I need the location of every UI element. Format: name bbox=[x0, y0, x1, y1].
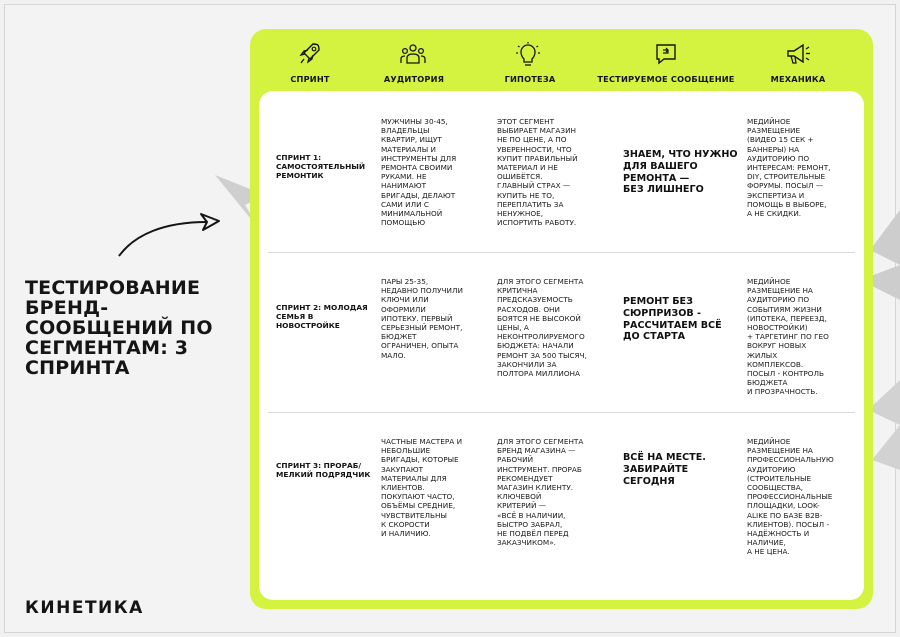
sprint-1-audience: МУЖЧИНЫ 30-45, ВЛАДЕЛЬЦЫ КВАРТИР, ИЩУТ МАТЕРИАЛЫ И ИНСТРУМЕНТЫ ДЛЯ РЕМОНТА СВОИМИ РУКАМИ. НЕ НАНИМАЮТ БРИГАДЫ, ДЕЛАЮТ САМИ ИЛИ С МИНИМАЛЬНОЙ ПОМОЩЬЮ bbox=[381, 117, 457, 228]
row-divider bbox=[268, 412, 855, 413]
brand-logo: КИНЕТИКА bbox=[25, 598, 144, 618]
sprint-1-label: СПРИНТ 1: САМОСТОЯТЕЛЬНЫЙ РЕМОНТИК bbox=[276, 153, 366, 180]
header-hypothesis: ГИПОТЕЗА bbox=[504, 74, 556, 84]
sprint-3-label: СПРИНТ 3: ПРОРАБ/ МЕЛКИЙ ПОДРЯДЧИК bbox=[276, 461, 371, 479]
sprint-2-hypothesis: ДЛЯ ЭТОГО СЕГМЕНТА КРИТИЧНА ПРЕДСКАЗУЕМОСТЬ РАСХОДОВ. ОНИ БОЯТСЯ НЕ ВЫСОКОЙ ЦЕНЫ, А НЕКОНТРОЛИРУЕМОГО БЮДЖЕТА: НАЧАЛИ РЕМОНТ ЗА 500 ТЫСЯЧ, ЗАКОНЧИЛИ ЗА ПОЛТОРА МИЛЛИОНА bbox=[497, 277, 587, 379]
chat-bubble-icon bbox=[654, 42, 678, 66]
people-icon bbox=[400, 42, 426, 66]
header-message: ТЕСТИРУЕМОЕ СООБЩЕНИЕ bbox=[597, 74, 735, 84]
arrow-icon bbox=[115, 208, 225, 260]
sprint-2-message: РЕМОНТ БЕЗ СЮРПРИЗОВ - РАССЧИТАЕМ ВСЁ ДО СТАРТА bbox=[623, 296, 722, 343]
sprint-2-mechanics: МЕДИЙНОЕ РАЗМЕЩЕНИЕ НА АУДИТОРИЮ ПО СОБЫТИЯМ ЖИЗНИ (ИПОТЕКА, ПЕРЕЕЗД, НОВОСТРОЙКИ) + ТАРГЕТИНГ ПО ГЕО ВОКРУГ НОВЫХ ЖИЛЫХ КОМПЛЕКСОВ. ПОСЫЛ - КОНТРОЛЬ БЮДЖЕТА И ПРОЗРАЧНОСТЬ. bbox=[747, 277, 829, 397]
header-mechanics: МЕХАНИКА bbox=[770, 74, 826, 84]
sprint-3-hypothesis: ДЛЯ ЭТОГО СЕГМЕНТА БРЕНД МАГАЗИНА — РАБОЧИЙ ИНСТРУМЕНТ. ПРОРАБ РЕКОМЕНДУЕТ МАГАЗИН КЛИЕНТУ. КЛЮЧЕВОЙ КРИТЕРИЙ — «ВСЁ В НАЛИЧИИ, БЫСТРО ЗАБРАЛ, НЕ ПОДВЁЛ ПЕРЕД ЗАКАЗЧИКОМ». bbox=[497, 437, 584, 548]
sprint-2-audience: ПАРЫ 25-35, НЕДАВНО ПОЛУЧИЛИ КЛЮЧИ ИЛИ ОФОРМИЛИ ИПОТЕКУ. ПЕРВЫЙ СЕРЬЕЗНЫЙ РЕМОНТ, БЮДЖЕТ ОГРАНИЧЕН, ОПЫТА МАЛО. bbox=[381, 277, 463, 360]
megaphone-icon bbox=[785, 42, 811, 66]
rocket-icon bbox=[299, 42, 321, 66]
page-title: ТЕСТИРОВАНИЕ БРЕНД-СООБЩЕНИЙ ПО СЕГМЕНТАМ: 3 СПРИНТА bbox=[25, 277, 213, 379]
row-divider bbox=[268, 252, 855, 253]
sprint-1-hypothesis: ЭТОТ СЕГМЕНТ ВЫБИРАЕТ МАГАЗИН НЕ ПО ЦЕНЕ, А ПО УВЕРЕННОСТИ, ЧТО КУПИТ ПРАВИЛЬНЫЙ МАТЕРИАЛ И НЕ ОШИБЁТСЯ. ГЛАВНЫЙ СТРАХ — КУПИТЬ НЕ ТО, ПЕРЕПЛАТИТЬ ЗА НЕНУЖНОЕ, ИСПОРТИТЬ РАБОТУ. bbox=[497, 117, 578, 228]
sprint-2-label: СПРИНТ 2: МОЛОДАЯ СЕМЬЯ В НОВОСТРОЙКЕ bbox=[276, 303, 368, 330]
lightbulb-icon bbox=[516, 42, 540, 68]
sprint-1-message: ЗНАЕМ, ЧТО НУЖНО ДЛЯ ВАШЕГО РЕМОНТА — БЕЗ ЛИШНЕГО bbox=[623, 149, 738, 196]
sprint-3-mechanics: МЕДИЙНОЕ РАЗМЕЩЕНИЕ НА ПРОФЕССИОНАЛЬНУЮ АУДИТОРИЮ (СТРОИТЕЛЬНЫЕ СООБЩЕСТВА, ПРОФЕССИОНАЛЬНЫЕ ПЛОЩАДКИ, LOOK- ALIKE ПО БАЗЕ B2B- КЛИЕНТОВ). ПОСЫЛ - НАДЁЖНОСТЬ И НАЛИЧИЕ, А НЕ ЦЕНА. bbox=[747, 437, 834, 557]
sprint-1-mechanics: МЕДИЙНОЕ РАЗМЕЩЕНИЕ (ВИДЕО 15 СЕК + БАННЕРЫ) НА АУДИТОРИЮ ПО ИНТЕРЕСАМ: РЕМОНТ, DIY, СТРОИТЕЛЬНЫЕ ФОРУМЫ. ПОСЫЛ — ЭКСПЕРТИЗА И ПОМОЩЬ В ВЫБОРЕ, А НЕ СКИДКИ. bbox=[747, 117, 831, 219]
sprint-3-message: ВСЁ НА МЕСТЕ. ЗАБИРАЙТЕ СЕГОДНЯ bbox=[623, 452, 706, 487]
header-sprint: СПРИНТ bbox=[290, 74, 330, 84]
sprint-3-audience: ЧАСТНЫЕ МАСТЕРА И НЕБОЛЬШИЕ БРИГАДЫ, КОТОРЫЕ ЗАКУПАЮТ МАТЕРИАЛЫ ДЛЯ КЛИЕНТОВ. ПОКУПАЮТ ЧАСТО, ОБЪЁМЫ СРЕДНИЕ, ЧУВСТВИТЕЛЬНЫ К СКОРОСТИ И НАЛИЧИЮ. bbox=[381, 437, 463, 539]
header-audience: АУДИТОРИЯ bbox=[383, 74, 445, 84]
